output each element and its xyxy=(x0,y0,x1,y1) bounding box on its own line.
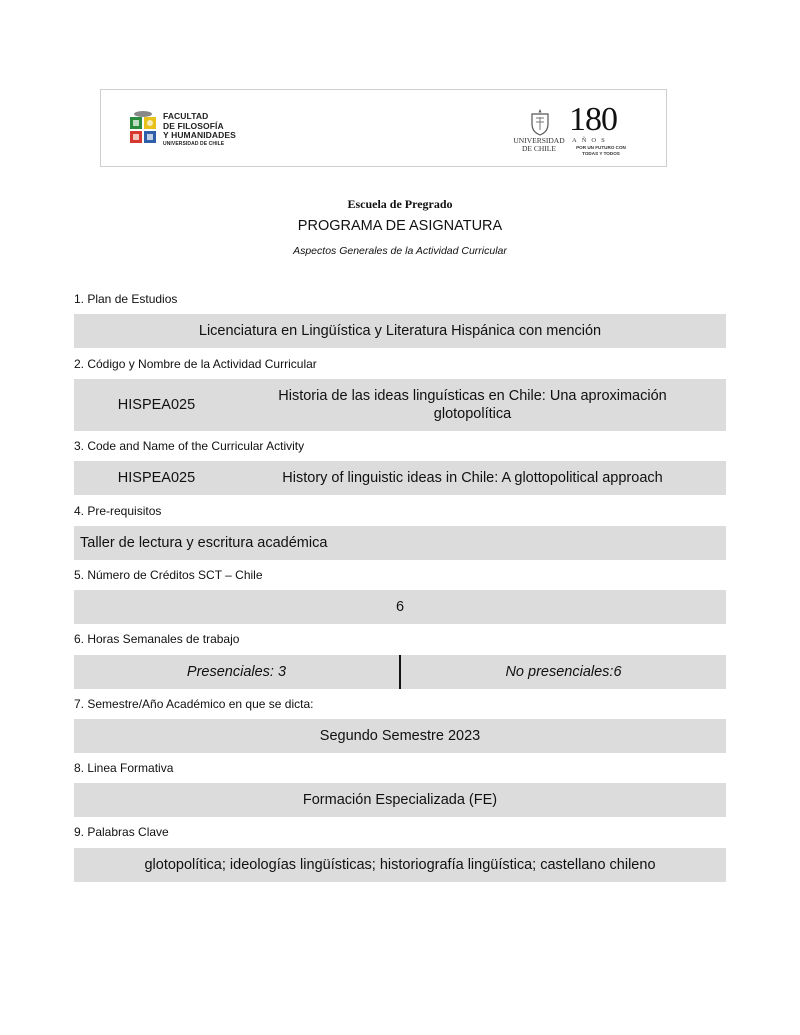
code-en-label: 3. Code and Name of the Curricular Activity xyxy=(74,439,305,453)
prereq-value-box xyxy=(74,526,726,560)
faculty-line-2: DE FILOSOFÍA xyxy=(163,120,224,131)
university-shield-icon xyxy=(529,108,551,136)
faculty-line-3: Y HUMANIDADES xyxy=(163,130,236,141)
university-line-1: UNIVERSIDAD xyxy=(513,136,565,145)
faculty-wordmark xyxy=(163,112,236,148)
horas-no-presenciales-cell xyxy=(401,655,726,689)
header-logo-band xyxy=(100,89,667,167)
codigo-label: 2. Código y Nombre de la Actividad Curricular xyxy=(74,357,317,371)
plan-value-box xyxy=(74,314,726,348)
faculty-university-line: UNIVERSIDAD DE CHILE xyxy=(163,140,225,147)
school-name: Escuela de Pregrado xyxy=(347,197,453,211)
linea-value: Formación Especializada (FE) xyxy=(302,792,498,808)
semestre-value-box xyxy=(74,719,726,753)
horas-no-presenciales: No presenciales:6 xyxy=(505,664,622,680)
codigo-name: Historia de las ideas linguísticas en Chile: Una aproximación glotopolítica xyxy=(278,388,667,422)
creditos-value: 6 xyxy=(395,599,405,615)
semestre-label: 7. Semestre/Año Académico en que se dicta: xyxy=(74,697,314,711)
linea-value-box xyxy=(74,783,726,817)
centenary-word: AÑOS xyxy=(572,137,610,144)
code-en-name: History of linguistic ideas in Chile: A glottopolitical approach xyxy=(282,470,663,486)
plan-value: Licenciatura en Lingüística y Literatura Hispánica con mención xyxy=(198,323,602,339)
code-en-code: HISPEA025 xyxy=(117,470,196,486)
centenary-motto-line-2: TODAS Y TODOS xyxy=(582,150,620,156)
university-wordmark xyxy=(510,137,568,153)
code-en-value-box xyxy=(74,461,726,495)
codigo-value-box xyxy=(74,379,726,431)
linea-label: 8. Linea Formativa xyxy=(74,761,174,775)
prereq-value: Taller de lectura y escritura académica xyxy=(80,535,328,551)
creditos-value-box xyxy=(74,590,726,624)
horas-label: 6. Horas Semanales de trabajo xyxy=(74,632,240,646)
university-line-2: DE CHILE xyxy=(522,144,556,153)
centenary-number: 180 xyxy=(569,101,617,138)
palabras-value-box xyxy=(74,848,726,882)
plan-label: 1. Plan de Estudios xyxy=(74,292,178,306)
prereq-label: 4. Pre-requisitos xyxy=(74,504,162,518)
creditos-label: 5. Número de Créditos SCT – Chile xyxy=(74,568,263,582)
horas-value-box xyxy=(74,655,726,689)
semestre-value: Segundo Semestre 2023 xyxy=(319,728,481,744)
centenary-motto xyxy=(569,145,633,156)
palabras-label: 9. Palabras Clave xyxy=(74,825,169,839)
horas-presenciales-cell xyxy=(74,655,401,689)
centenary-motto-line-1: POR UN FUTURO CON xyxy=(576,145,626,150)
codigo-code: HISPEA025 xyxy=(117,397,196,413)
faculty-emblem-icon xyxy=(127,110,159,148)
program-title: PROGRAMA DE ASIGNATURA xyxy=(297,218,503,234)
faculty-line-1: FACULTAD xyxy=(163,111,209,121)
palabras-value: glotopolítica; ideologías lingüísticas; historiografía lingüística; castellano chileno xyxy=(144,857,656,873)
program-subtitle: Aspectos Generales de la Actividad Curricular xyxy=(293,245,507,257)
horas-presenciales: Presenciales: 3 xyxy=(186,664,287,680)
